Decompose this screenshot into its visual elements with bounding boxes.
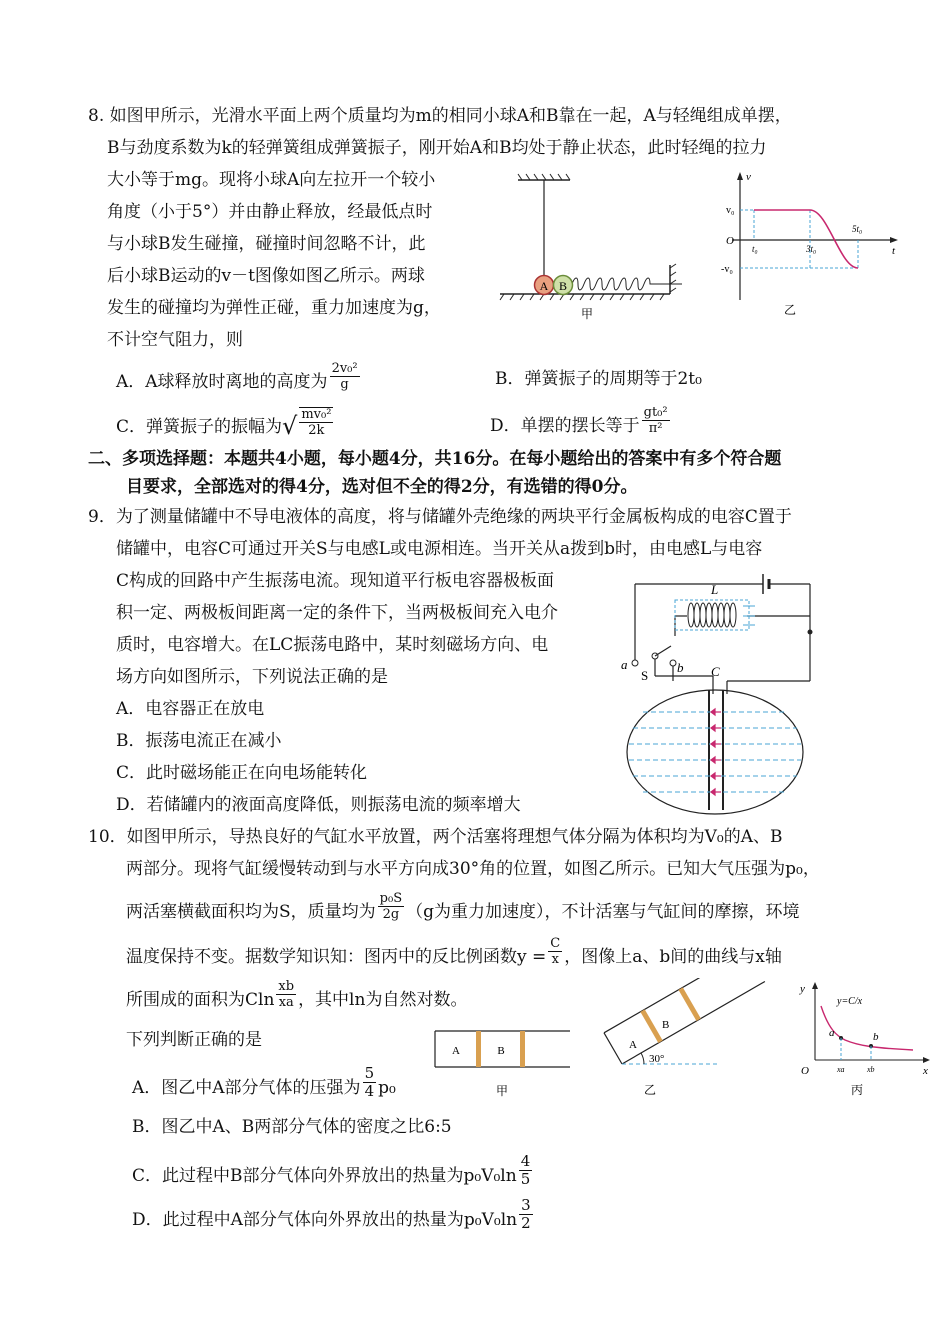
q10-option-b[interactable]: B．图乙中A、B两部分气体的密度之比6:5 [132, 1117, 452, 1137]
q8-line5: 与小球B发生碰撞，碰撞时间忽略不计，此 [107, 234, 426, 254]
q9-option-c[interactable]: C．此时磁场能正在向电场能转化 [116, 763, 368, 783]
q10-option-a-text: A．图乙中A部分气体的压强为 [132, 1078, 361, 1098]
q8-line4: 角度（小于5°）并由静止释放，经最低点时 [107, 202, 433, 222]
q8-line3: 大小等于mg。现将小球A向左拉开一个较小 [107, 170, 436, 190]
q10-line4 [126, 936, 782, 972]
q9-figure [615, 566, 830, 816]
q8-option-a-text: A．A球释放时离地的高度为 [116, 372, 328, 392]
v-axis-label: v [746, 171, 751, 183]
jia-b-label: B [497, 1045, 505, 1057]
q9-line5: 质时，电容增大。在LC振荡电路中，某时刻磁场方向、电 [116, 635, 549, 655]
q9-option-d[interactable]: D．若储罐内的液面高度降低，则振荡电流的频率增大 [116, 795, 521, 815]
fig-yi-caption: 乙 [783, 303, 797, 317]
capacitor-label: C [711, 664, 720, 679]
origin-label: O [726, 235, 734, 247]
jia-a-label: A [452, 1045, 460, 1057]
switch-b-label: b [677, 660, 684, 675]
q8-figure-jia [490, 170, 690, 320]
q10-option-a-den: 4 [364, 1082, 375, 1100]
q10-line4-text-b: ，图像上a、b间的曲线与x轴 [564, 947, 782, 967]
bing-point-b-label: b [873, 1031, 879, 1043]
q8-option-d-text: D．单摆的摆长等于 [490, 416, 640, 436]
q8-option-c-den: 2k [308, 422, 325, 438]
q9-line4: 积一定、两极板间距离一定的条件下，当两极板间充入电介 [116, 603, 558, 623]
q8-option-d-den: π² [648, 421, 663, 436]
q9-line6: 场方向如图所示，下列说法正确的是 [116, 667, 388, 687]
q10-line5-text-a: 所围成的面积为Cln [126, 990, 275, 1010]
q8-line2: B与劲度系数为k的轻弹簧组成弹簧振子，刚开始A和B均处于静止状态，此时轻绳的拉力 [107, 138, 767, 158]
fig-jia-caption: 甲 [580, 307, 594, 320]
q10-line5-num: xb [278, 979, 295, 994]
q10-line2: 两部分。现将气缸缓慢转动到与水平方向成30°角的位置，如图乙所示。已知大气压强为p₀， [126, 859, 820, 879]
q10-option-c-text: C．此过程中B部分气体向外界放出的热量为p₀V₀ln [132, 1166, 517, 1186]
q8-option-a-den: g [340, 377, 349, 392]
t5-label: 5t₀ [852, 224, 863, 234]
q10-option-a-tail: p₀ [378, 1078, 396, 1098]
bing-y-label: y [800, 983, 805, 995]
q10-option-a[interactable] [132, 1064, 396, 1105]
q10-line5 [126, 979, 468, 1015]
q8-option-a[interactable] [116, 361, 362, 397]
section2-heading-line2: 目要求，全部选对的得4分，选对但不全的得2分，有选错的得0分。 [126, 477, 638, 497]
ball-b-label: B [558, 279, 568, 293]
q10-line3 [126, 891, 800, 927]
fig10-yi-caption: 乙 [643, 1083, 657, 1097]
q10-figure-bing [795, 978, 935, 1103]
q10-figure-yi [600, 978, 770, 1103]
v0-label: v₀ [726, 205, 735, 216]
q9-line3: C构成的回路中产生振荡电流。现知道平行板电容器极板面 [116, 571, 555, 591]
bing-xa-label: xa [837, 1065, 845, 1074]
q8-line1: 8. 如图甲所示，光滑水平面上两个质量均为m的相同小球A和B靠在一起，A与轻绳组成单摆， [88, 106, 792, 126]
q10-option-a-num: 5 [364, 1064, 375, 1082]
q10-line1: 10．如图甲所示，导热良好的气缸水平放置，两个活塞将理想气体分隔为体积均为V₀的A、B [88, 827, 783, 847]
q8-option-d-num: gt₀² [643, 405, 668, 420]
neg-v0-label: -v₀ [721, 264, 733, 275]
bing-origin-label: O [801, 1065, 809, 1077]
q10-option-c-den: 5 [520, 1170, 531, 1188]
q10-line5-den: xa [278, 995, 294, 1010]
q8-line7: 发生的碰撞均为弹性正碰，重力加速度为g， [107, 298, 441, 318]
q9-line2: 储罐中，电容C可通过开关S与电感L或电源相连。当开关从a拨到b时，由电感L与电容 [116, 539, 763, 559]
t-axis-label: t [892, 245, 896, 257]
q10-option-d-num: 3 [521, 1196, 531, 1214]
fig10-jia-caption: 甲 [495, 1084, 509, 1098]
q8-line6: 后小球B运动的v－t图像如图乙所示。两球 [107, 266, 425, 286]
q10-line3-text-b: （g为重力加速度），不计活塞与气缸间的摩擦，环境 [406, 902, 800, 922]
q8-option-c[interactable]: C．弹簧振子的振幅为√ $\frac{\text{mv₀²}}{2k}$ [116, 406, 332, 440]
q8-figure-yi [718, 170, 908, 320]
section2-heading-line1: 二、多项选择题：本题共4小题，每小题4分，共16分。在每小题给出的答案中有多个符合题 [88, 449, 782, 469]
switch-s-label: S [641, 668, 649, 683]
q10-option-c-num: 4 [520, 1152, 531, 1170]
q9-line1: 9．为了测量储罐中不导电液体的高度，将与储罐外壳绝缘的两块平行金属板构成的电容C置于 [88, 507, 792, 527]
bing-function-label: y=C/x [837, 996, 863, 1007]
q10-line4-den: x [551, 952, 559, 967]
q8-option-a-num: 2v₀² [331, 361, 358, 376]
bing-point-a-label: a [829, 1027, 835, 1039]
q10-line3-num: p₀S [379, 891, 403, 906]
switch-a-label: a [621, 657, 628, 672]
q10-line3-text-a: 两活塞横截面积均为S，质量均为 [126, 902, 376, 922]
q8-option-d[interactable] [490, 405, 672, 441]
inductor-label: L [711, 582, 719, 597]
q8-option-b[interactable]: B．弹簧振子的周期等于2t₀ [495, 369, 702, 389]
ball-a-label: A [539, 279, 549, 293]
bing-xb-label: xb [867, 1065, 875, 1074]
q9-option-b[interactable]: B．振荡电流正在减小 [116, 731, 282, 751]
q8-line8: 不计空气阻力，则 [107, 330, 243, 350]
q10-option-c[interactable] [132, 1152, 534, 1193]
bing-x-label: x [923, 1065, 928, 1077]
q8-option-c-num: mv₀² [301, 406, 332, 422]
q10-line5-text-b: ，其中ln为自然对数。 [298, 990, 468, 1010]
q10-option-d-den: 2 [521, 1214, 531, 1232]
yi-a-label: A [629, 1039, 637, 1051]
t0-label: t₀ [752, 244, 758, 254]
q10-figure-jia [430, 1025, 575, 1105]
q10-line6: 下列判断正确的是 [126, 1030, 262, 1050]
yi-b-label: B [662, 1019, 670, 1031]
q10-option-d[interactable] [132, 1196, 535, 1237]
q10-line4-text-a: 温度保持不变。据数学知识知：图丙中的反比例函数y = [126, 947, 547, 967]
angle-label: 30° [649, 1053, 665, 1065]
q10-option-d-text: D．此过程中A部分气体向外界放出的热量为p₀V₀ln [132, 1210, 518, 1230]
q8-option-c-text: C．弹簧振子的振幅为 [116, 417, 283, 437]
q10-line3-den: 2g [382, 907, 400, 922]
fig10-bing-caption: 丙 [850, 1083, 864, 1097]
q9-option-a[interactable]: A．电容器正在放电 [116, 699, 265, 719]
q10-line4-num: C [550, 936, 561, 951]
t3-label: 3t₀ [806, 244, 817, 254]
